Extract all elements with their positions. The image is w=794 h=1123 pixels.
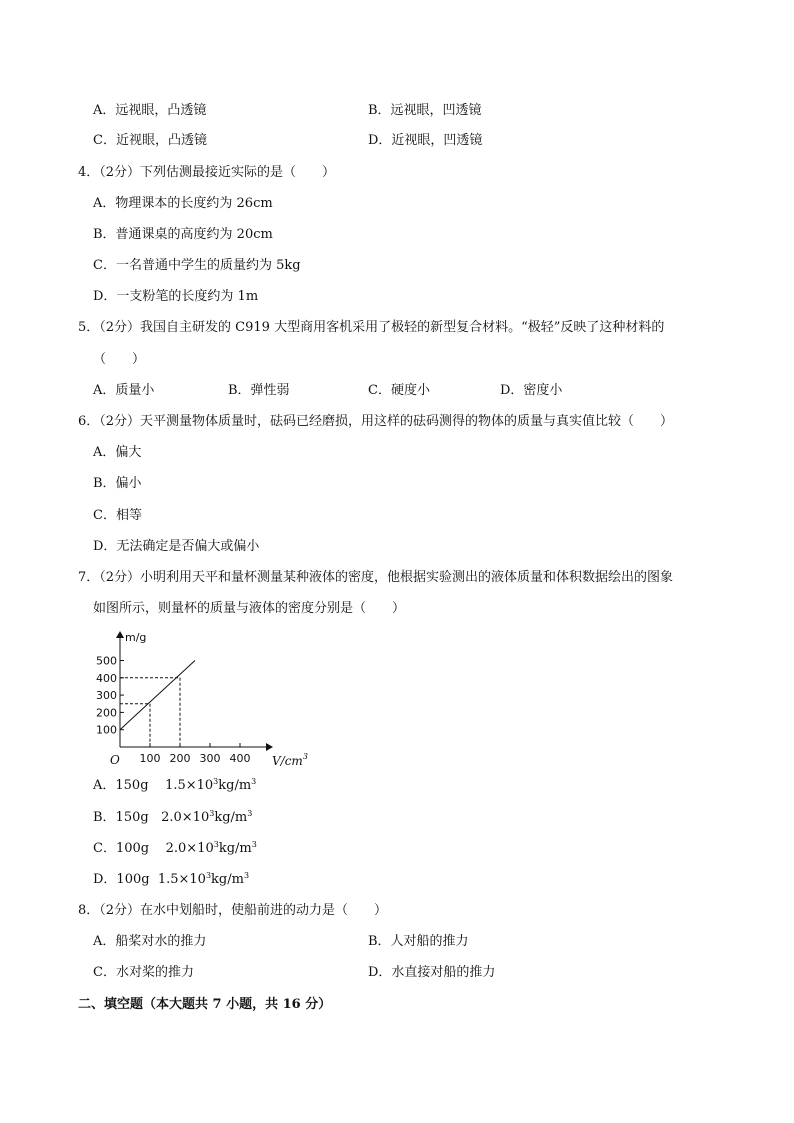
q7-option-d-unit: kg/m xyxy=(211,872,244,887)
q8-option-c: C．水对桨的推力 xyxy=(93,965,194,980)
x-axis-label xyxy=(272,752,308,768)
q8-stem: 8．（2分）在水中划船时，使船前进的动力是（ ） xyxy=(78,903,388,918)
y-axis-label: m/g xyxy=(125,631,147,644)
q5-option-c: C．硬度小 xyxy=(368,383,430,398)
q7-option-c-unit-exp: 3 xyxy=(251,840,257,849)
y-tick-label-400: 400 xyxy=(96,671,117,685)
q3-option-c: C．近视眼，凸透镜 xyxy=(93,133,207,148)
q7-option-c xyxy=(93,840,257,858)
x-tick-label-100: 100 xyxy=(139,752,161,765)
y-tick-label-100: 100 xyxy=(96,723,117,737)
x-tick-label-400: 400 xyxy=(229,752,251,765)
q5-option-d: D．密度小 xyxy=(500,383,563,398)
guide-lines xyxy=(120,678,180,747)
q4-stem: 4．（2分）下列估测最接近实际的是（ ） xyxy=(78,165,336,180)
q5-stem: 5．（2分）我国自主研发的 C919 大型商用客机采用了极轻的新型复合材料。“极轻”反映了这种材料的 xyxy=(78,320,665,335)
q3-option-b: B．远视眼，凹透镜 xyxy=(368,103,482,118)
q4-option-a: A．物理课本的长度约为 26cm xyxy=(93,196,273,211)
y-tick-label-200: 200 xyxy=(96,706,117,720)
q7-option-b-exp: 3 xyxy=(209,809,215,818)
q5-stem-paren: （ ） xyxy=(93,352,146,367)
y-tick-label-300: 300 xyxy=(96,689,117,703)
q7-stem-cont: 如图所示，则量杯的质量与液体的密度分别是（ ） xyxy=(93,601,406,616)
axis-ticks xyxy=(96,655,251,766)
q7-option-a xyxy=(93,777,256,795)
q7-option-d xyxy=(93,871,249,889)
q3-option-a: A．远视眼，凸透镜 xyxy=(93,103,207,118)
q6-option-d: D．无法确定是否偏大或偏小 xyxy=(93,539,260,554)
data-line xyxy=(120,661,195,730)
y-tick-label-500: 500 xyxy=(96,654,117,668)
q7-option-a-mass: A．150g xyxy=(93,778,149,793)
q3-option-d: D．近视眼，凹透镜 xyxy=(368,133,483,148)
q4-option-b: B．普通课桌的高度约为 20cm xyxy=(93,227,273,242)
origin-label: O xyxy=(110,753,120,767)
q7-option-d-exp: 3 xyxy=(205,871,212,880)
q7-stem: 7．（2分）小明利用天平和量杯测量某种液体的密度，他根据实验测出的液体质量和体积数据绘出的图象 xyxy=(78,570,674,585)
q7-option-c-exp: 3 xyxy=(213,840,219,849)
q7-option-b-density: 2.0×10 xyxy=(161,810,210,825)
x-axis-label-exp: 3 xyxy=(302,752,308,761)
q7-option-d-unit-exp: 3 xyxy=(243,871,250,880)
q7-option-a-density: 1.5×10 xyxy=(165,778,214,793)
q8-option-d: D．水直接对船的推力 xyxy=(368,965,496,980)
q8-option-b: B．人对船的推力 xyxy=(368,934,469,949)
q7-option-c-density: 2.0×10 xyxy=(165,841,214,856)
q6-option-b: B．偏小 xyxy=(93,476,142,491)
q6-stem: 6．（2分）天平测量物体质量时，砝码已经磨损，用这样的砝码测得的物体的质量与真实值比较（ ） xyxy=(78,414,674,429)
q7-option-b-unit: kg/m xyxy=(214,810,248,825)
q6-option-a: A．偏大 xyxy=(93,445,142,460)
section-2-heading: 二、填空题（本大题共 7 小题，共 16 分） xyxy=(78,997,332,1012)
q5-option-a: A．质量小 xyxy=(93,383,155,398)
q7-option-c-unit: kg/m xyxy=(218,841,252,856)
x-axis-label-text: V/cm xyxy=(272,754,303,768)
q7-option-a-unit: kg/m xyxy=(218,778,252,793)
q5-option-b: B．弹性弱 xyxy=(228,383,290,398)
x-tick-label-200: 200 xyxy=(169,752,191,765)
q8-option-a: A．船桨对水的推力 xyxy=(93,934,207,949)
q7-option-c-mass: C．100g xyxy=(93,841,150,856)
q6-option-c: C．相等 xyxy=(93,508,142,523)
q7-option-b xyxy=(93,809,252,827)
q7-option-a-unit-exp: 3 xyxy=(251,777,257,786)
x-tick-label-300: 300 xyxy=(199,752,221,765)
q7-option-d-mass: D．100g xyxy=(93,872,150,887)
mass-volume-graph xyxy=(88,628,308,770)
q7-option-b-mass: B．150g xyxy=(93,810,149,825)
q7-option-a-exp: 3 xyxy=(213,777,219,786)
q4-option-d: D．一支粉笔的长度约为 1m xyxy=(93,289,259,304)
q7-option-d-density: 1.5×10 xyxy=(157,872,206,887)
q7-option-b-unit-exp: 3 xyxy=(247,809,253,818)
q4-option-c: C．一名普通中学生的质量约为 5kg xyxy=(93,258,301,273)
